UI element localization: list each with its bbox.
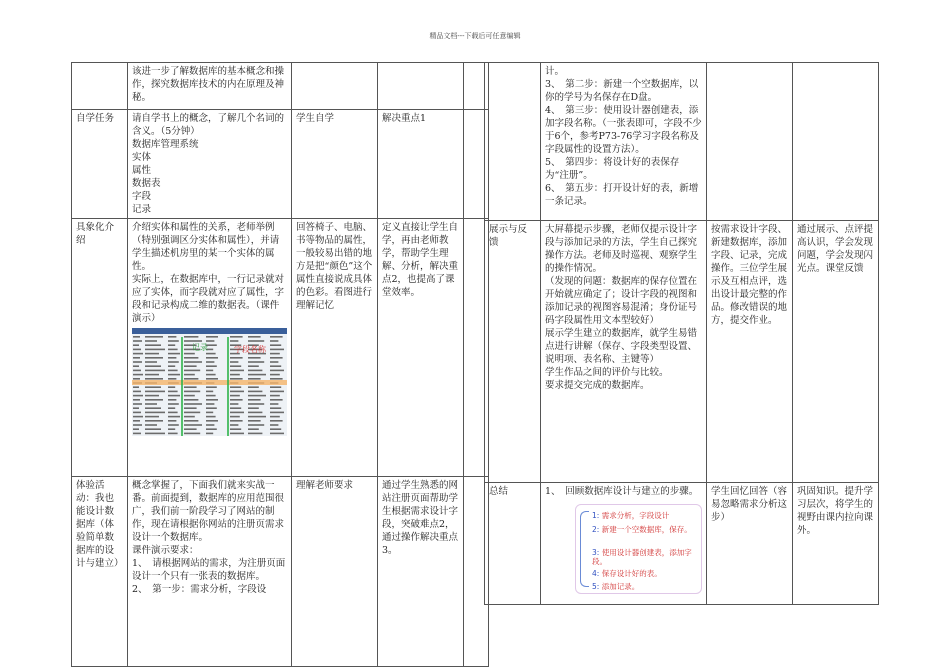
summary-steps-diagram — [575, 504, 702, 594]
table-row — [72, 110, 489, 219]
student-cell: 按需求设计字段、新建数据库，添加字段、记录，完成操作。三位学生展示及互相点评，选出设计最完整的作品。修改错误的地方，提交作业。 — [707, 221, 793, 483]
table-row — [72, 219, 489, 477]
student-cell — [707, 63, 793, 221]
stage-cell: 自学任务 — [72, 110, 128, 219]
stage-cell: 具象化介绍 — [72, 219, 128, 477]
lesson-plan-table-left — [71, 62, 489, 667]
content-cell: 介绍实体和属性的关系，老师举例（特别强调区分实体和属性），并请学生描述机房里的某一个实体的属性。 实际上，在数据库中，一行记录就对应了实体，而字段就对应了属性，字段和记录构成二维的数据表。（课件演示） 记录 字段名称 — [128, 219, 292, 477]
summary-step: 4: 保存设计好的表。 — [592, 569, 662, 578]
summary-step: 1: 需求分析，字段设计 — [592, 511, 670, 520]
summary-step: 3: 使用设计器创建表，添加字段。 — [592, 548, 692, 566]
stage-cell — [485, 63, 541, 221]
table-row — [485, 63, 879, 221]
student-cell — [292, 63, 378, 110]
summary-step: 2: 新建一个空数据库，保存。 — [592, 525, 692, 534]
table-row — [485, 221, 879, 483]
content-cell: 1、 回顾数据库设计与建立的步骤。 1: 需求分析，字段设计 2: 新建一个空数据库，保存。 3: 使用设计器创建表，添加字段。 4: 保存设计好的表。 5: 添加记录。 — [541, 483, 707, 605]
intent-cell: 解决重点1 — [378, 110, 464, 219]
intent-cell: 巩固知识。提升学习层次，将学生的视野由课内拉向课外。 — [793, 483, 879, 605]
student-cell: 理解老师要求 — [292, 477, 378, 667]
intent-cell: 通过学生熟悉的网站注册页面帮助学生根据需求设计字段，突破难点2，通过操作解决重点3。 — [378, 477, 464, 667]
content-cell: 概念掌握了，下面我们就来实战一番。前面提到，数据库的应用范围很广，我们前一阶段学习了网站的制作，现在请根据你网站的注册页需求设计一个数据库。 课件演示要求： 1、 请根据网站的需求，为注册页面设计一个只有一张表的数据库。 2、 第一步：需求分析，字段设 — [128, 477, 292, 667]
content-cell: 大屏幕提示步骤，老师仅提示设计字段与添加记录的方法，学生自己探究操作方法。老师及时巡视、观察学生的操作情况。 （发现的问题：数据库的保存位置在开始就应确定了；设计字段的视图和添加记录的视图容易混淆；身份证号码字段属性用文本型较好） 展示学生建立的数据库，就学生易错点进行讲解（保存、字段类型设置、说明项、表名称、主键等） 学生作品之间的评价与比较。 要求提交完成的数据库。 — [541, 221, 707, 483]
stage-cell — [72, 63, 128, 110]
content-cell: 该进一步了解数据库的基本概念和操作，探究数据库技术的内在原理及神秘。 — [128, 63, 292, 110]
content-cell: 计。 3、 第二步：新建一个空数据库，以你的学号为名保存在D盘。 4、 第三步：使用设计器创建表，添加字段名称。（一张表即可，字段不少于6个，参考P73-76学习字段名称及字段属性的设置方法）。 5、 第四步：将设计好的表保存为“注册”。 6、 第五步：打开设计好的表，新增一条记录。 — [541, 63, 707, 221]
record-label: 记录 — [192, 343, 208, 352]
stage-cell: 体验活动：我也能设计数据库（体验简单数据库的设计与建立） — [72, 477, 128, 667]
intent-cell — [793, 63, 879, 221]
stage-cell: 总结 — [485, 483, 541, 605]
intent-cell: 定义直接让学生自学，再由老师教学，帮助学生理解、分析，解决重点2，也提高了课堂效率。 — [378, 219, 464, 477]
intent-cell: 通过展示、点评提高认识，学会发现问题，学会发现闪光点。课堂反馈 — [793, 221, 879, 483]
content-cell: 请自学书上的概念，了解几个名词的含义。（5分钟） 数据库管理系统 实体 属性 数据表 字段 记录 — [128, 110, 292, 219]
table-row — [72, 63, 489, 110]
intent-cell — [378, 63, 464, 110]
lesson-plan-table-right — [484, 62, 879, 605]
field-name-label: 字段名称 — [234, 345, 266, 354]
student-cell: 学生自学 — [292, 110, 378, 219]
stage-cell: 展示与反馈 — [485, 221, 541, 483]
table-row — [485, 483, 879, 605]
courseware-table-screenshot — [132, 328, 287, 436]
student-cell: 回答椅子、电脑、书等物品的属性，一般较易出错的地方是把“颜色”这个属性直接说成具体的色彩。看图进行理解记忆 — [292, 219, 378, 477]
table-row — [72, 477, 489, 667]
summary-step: 5: 添加记录。 — [592, 582, 640, 591]
student-cell: 学生回忆回答（容易忽略需求分析这步） — [707, 483, 793, 605]
header-note: 精品文档---下载后可任意编辑 — [429, 32, 521, 40]
